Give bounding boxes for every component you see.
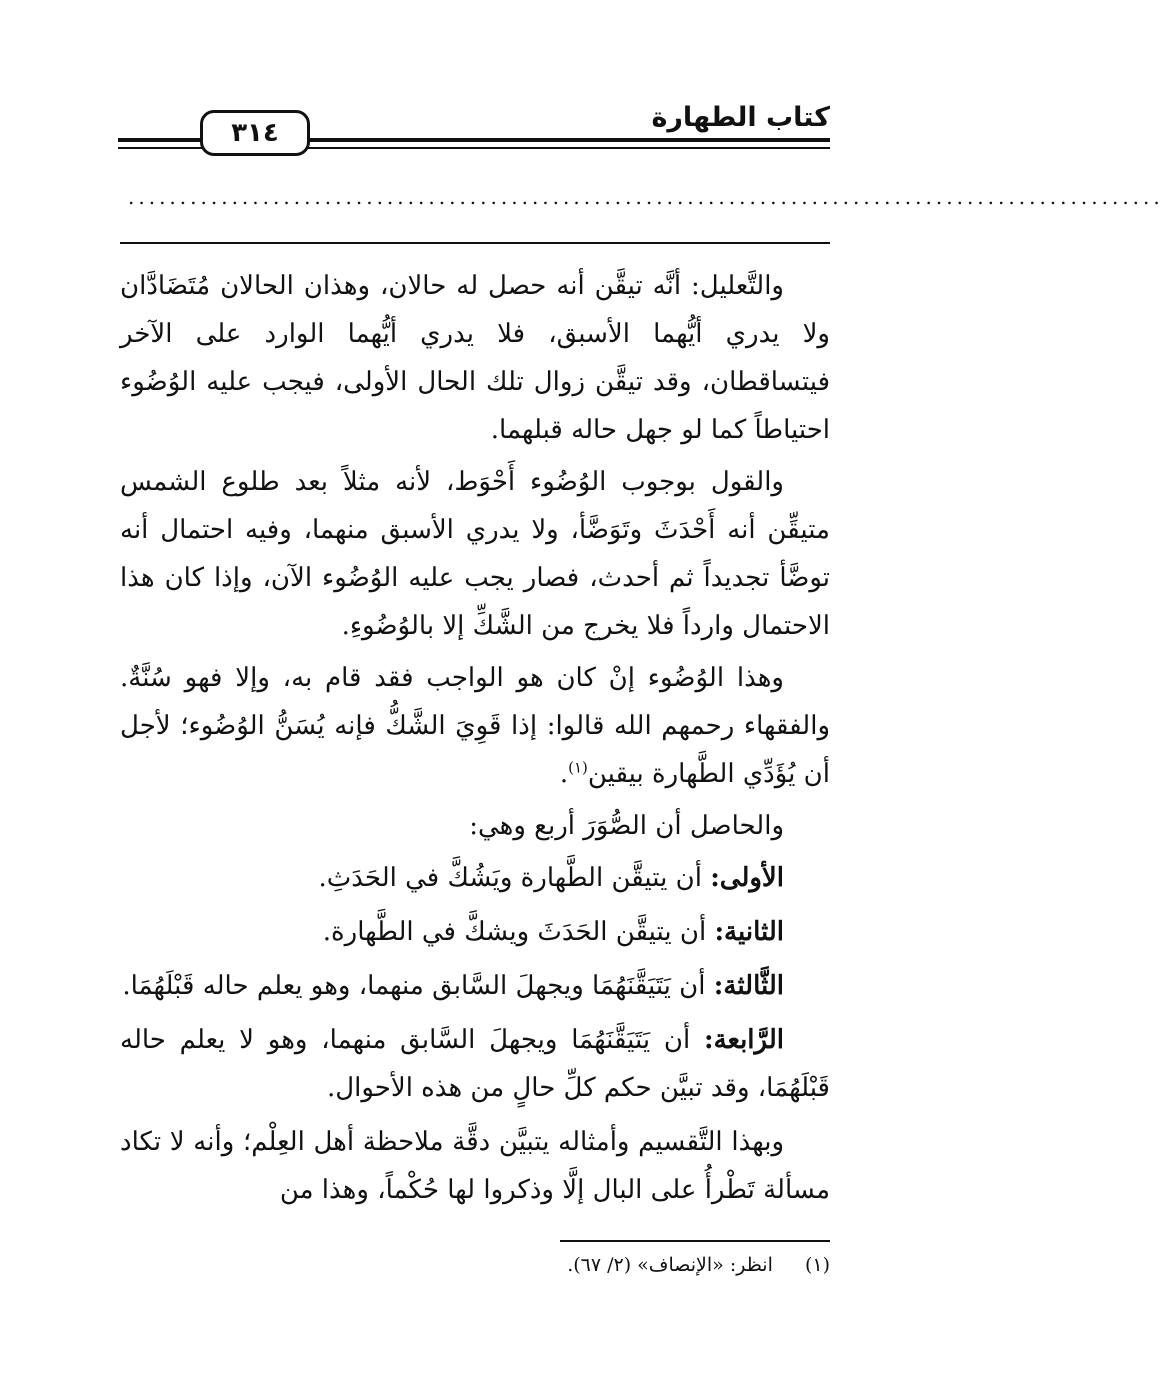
running-title: كتاب الطهارة <box>651 102 830 133</box>
paragraph: والقول بوجوب الوُضُوء أَحْوَط، لأنه مثلاً بعد طلوع الشمس متيقِّن أنه أَحْدَثَ وتَوَضَّأ، ولا يدري الأسبق منهما، وفيه احتمال أنه توضَّأ تجديداً ثم أحدث، فصار يجب عليه الوُضُوء الآن، وإذا كان هذا الاحتمال وارداً فلا يخرج من الشَّكِّ إلا بالوُضُوءِ. <box>120 467 830 641</box>
case-text: أن يَتَيَقَّنَهُمَا ويجهلَ السَّابق منهما، وهو لا يعلم حاله قَبْلَهُمَا، وقد تبيَّن حكم كلِّ حالٍ من هذه الأحوال. <box>120 1025 830 1103</box>
case-item <box>120 1016 830 1112</box>
case-item <box>120 962 830 1010</box>
case-item <box>120 854 830 902</box>
page-number: ٣١٤ <box>200 110 310 156</box>
dotted-separator: .................................................................................................... <box>128 185 1164 209</box>
case-text: أن يَتَيَقَّنَهُمَا ويجهلَ السَّابق منهما، وهو يعلم حاله قَبْلَهُمَا. <box>122 971 706 1001</box>
closing-paragraph: وبهذا التَّقسيم وأمثاله يتبيَّن دقَّة ملاحظة أهل العِلْم؛ وأنه لا تكاد مسألة تَطْرأُ على البال إلَّا وذكروا لها حُكْماً، وهذا من <box>120 1127 830 1205</box>
footnote <box>120 1250 830 1280</box>
page-header <box>118 98 830 158</box>
paragraph <box>120 654 830 798</box>
paragraph: والتَّعليل: أنَّه تيقَّن أنه حصل له حالان، وهذان الحالان مُتَضَادَّان ولا يدري أيُّهما الأسبق، فلا يدري أيُّهما الوارد على الآخر فيتساقطان، وقد تيقَّن زوال تلك الحال الأولى، فيجب عليه الوُضُوء احتياطاً كما لو جهل حاله قبلهما. <box>120 271 830 445</box>
case-text: أن يتيقَّن الحَدَثَ ويشكَّ في الطَّهارة. <box>322 917 707 947</box>
paragraph-end: . <box>559 759 569 789</box>
top-divider <box>120 242 830 244</box>
footnote-divider <box>560 1240 830 1242</box>
case-item <box>120 908 830 956</box>
case-label: الثانية: <box>714 917 784 947</box>
main-text <box>120 262 830 1218</box>
footnote-reference: (١) <box>568 758 588 777</box>
paragraph-text: وهذا الوُضُوء إنْ كان هو الواجب فقد قام به، وإلا فهو سُنَّةٌ. والفقهاء رحمهم الله قالوا: إذا قَوِيَ الشَّكُّ فإنه يُسَنُّ الوُضُوء؛ لأجل أن يُؤَدِّي الطَّهارة بيقين <box>120 663 831 789</box>
case-label: الرَّابعة: <box>703 1025 785 1055</box>
case-text: أن يتيقَّن الطَّهارة ويَشُكَّ في الحَدَثِ. <box>318 863 702 893</box>
case-label: الأولى: <box>710 863 784 893</box>
footnote-number: (١) <box>804 1254 830 1276</box>
paragraph: والحاصل أن الصُّوَرَ أربع وهي: <box>469 811 784 841</box>
case-label: الثَّالثة: <box>713 971 784 1001</box>
footnote-text: انظر: «الإنصاف» (٢/ ٦٧). <box>567 1254 773 1276</box>
